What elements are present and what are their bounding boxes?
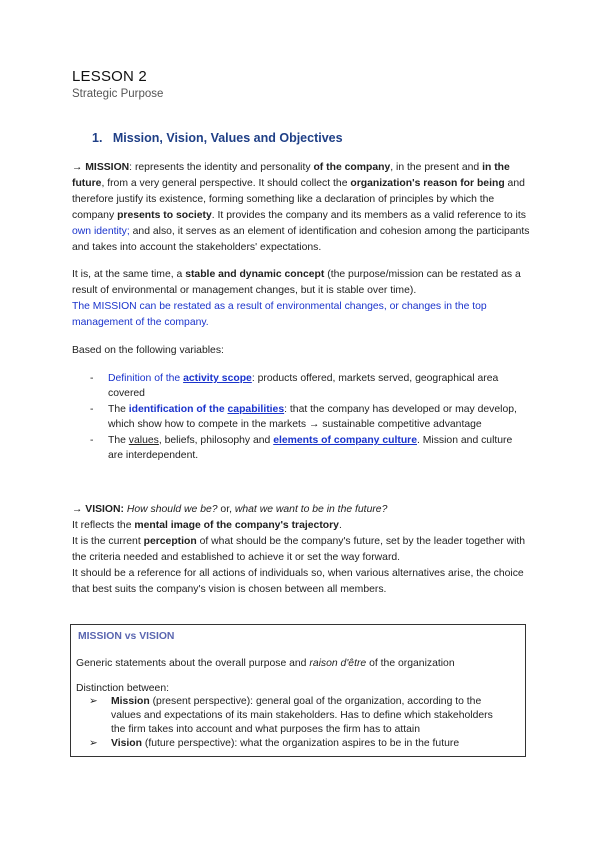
- bold-text: Mission: [111, 696, 150, 707]
- dash-bullet: -: [90, 373, 94, 384]
- text: of the organization: [366, 658, 455, 669]
- variables-list: [90, 371, 530, 463]
- arrow-icon: →: [72, 162, 83, 173]
- text: : products offered, markets served, geographical area covered: [108, 373, 499, 399]
- mission-paragraph: [72, 160, 532, 256]
- underlined-text: values: [128, 435, 159, 446]
- text: : represents the identity and personality: [129, 162, 314, 173]
- text: of what should be the company's future, set by the leader together with the criteria needed and established to achieve it or set the way forward.: [72, 536, 526, 563]
- mission-label: MISSION: [85, 162, 130, 173]
- list-item: [89, 737, 509, 751]
- mission-stability-paragraph: [72, 267, 532, 331]
- text: Generic statements about the overall purpose and: [76, 658, 310, 669]
- dash-bullet: -: [90, 435, 94, 446]
- list-item: [89, 695, 509, 737]
- italic-text: raison d'être: [309, 658, 367, 669]
- list-item: [90, 433, 530, 463]
- text: (future perspective): what the organization aspires to be in the future: [142, 738, 460, 749]
- text: . Mission and culture are interdependent.: [108, 435, 513, 461]
- bold-text: stable and dynamic concept: [185, 269, 325, 280]
- capabilities-link[interactable]: capabilities: [227, 404, 285, 415]
- text: , in the present and: [390, 162, 483, 173]
- bold-text: Vision: [111, 738, 142, 749]
- arrow-bullet-icon: ➢: [89, 738, 98, 749]
- text: : that the company has developed or may develop, which show how to compete in the markets → sustainable competitive advantage: [108, 404, 517, 430]
- bold-text: in the future: [72, 162, 510, 189]
- company-culture-link[interactable]: elements of company culture: [273, 435, 417, 446]
- text: (the purpose/mission can be restated as a result of environmental or management changes, but it is stable over time).: [72, 269, 521, 296]
- text: The: [108, 404, 129, 415]
- bold-text: presents to society: [117, 210, 212, 221]
- mission-vs-vision-box: [70, 624, 526, 757]
- text: , beliefs, philosophy and: [158, 435, 274, 446]
- dash-bullet: -: [90, 404, 94, 415]
- text: It is, at the same time, a: [72, 269, 186, 280]
- arrow-icon: →: [72, 504, 83, 515]
- arrow-bullet-icon: ➢: [89, 696, 98, 707]
- text: or,: [217, 504, 235, 515]
- text: The: [108, 435, 129, 446]
- text: .: [338, 520, 342, 531]
- lesson-subtitle: Strategic Purpose: [72, 88, 164, 100]
- list-item: [90, 402, 530, 432]
- highlight-bold-text: identification of the: [128, 404, 228, 415]
- vision-paragraph: [72, 502, 534, 598]
- text: (present perspective): general goal of the organization, according to the values and expectations of its main stakeholders. Has to define which stakeholders the firm takes into account and what purposes the firm has to attain: [111, 696, 493, 735]
- lesson-title: LESSON 2: [72, 68, 147, 85]
- text: It is the current: [72, 536, 144, 547]
- italic-text: How should we be?: [126, 504, 218, 515]
- italic-text: what we want to be in the future?: [234, 504, 388, 515]
- box-title: MISSION vs VISION: [78, 631, 175, 642]
- vision-label: VISION:: [85, 504, 124, 515]
- distinction-label: Distinction between:: [76, 683, 169, 694]
- text: and therefore justify its existence, forming something like a declaration of principles by which the company: [72, 178, 525, 221]
- text: , from a very general perspective. It should collect the: [101, 178, 351, 189]
- variables-intro: Based on the following variables:: [72, 345, 224, 356]
- section-heading: [92, 131, 343, 145]
- section-number: 1.: [92, 131, 103, 145]
- text: . It provides the company and its members as a valid reference to its: [211, 210, 526, 221]
- text: It reflects the: [72, 520, 135, 531]
- text: and also, it serves as an element of identification and cohesion among the participants and takes into account the stakeholders' expectations.: [72, 226, 530, 253]
- bold-text: organization's reason for being: [350, 178, 505, 189]
- bold-text: perception: [143, 536, 197, 547]
- bold-text: mental image of the company's trajectory: [134, 520, 339, 531]
- highlight-text: Definition of the: [108, 373, 184, 384]
- bold-text: of the company: [313, 162, 391, 173]
- highlight-text: own identity;: [72, 226, 130, 237]
- generic-statement: [76, 657, 516, 671]
- text: It should be a reference for all actions of individuals so, when various alternatives arise, the choice that best suits the company's vision is chosen between all members.: [72, 568, 524, 595]
- list-item: [90, 371, 530, 401]
- activity-scope-link[interactable]: activity scope: [183, 373, 252, 384]
- section-heading-text: Mission, Vision, Values and Objectives: [112, 131, 343, 145]
- distinction-list: [89, 695, 509, 751]
- highlight-text: The MISSION can be restated as a result of environmental changes, or changes in the top management of the company.: [72, 301, 487, 328]
